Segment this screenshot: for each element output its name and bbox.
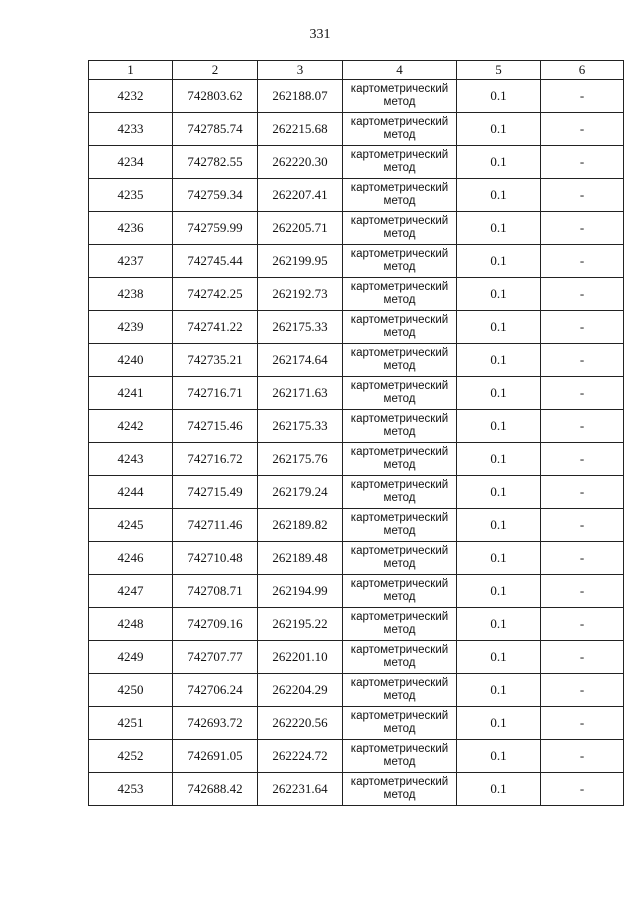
description-cell: - <box>541 80 624 113</box>
method-cell: картометрический метод <box>343 278 457 311</box>
table-row <box>89 773 624 806</box>
column-header-4: 4 <box>343 61 457 80</box>
y-coordinate-cell: 262231.64 <box>258 773 343 806</box>
x-coordinate-cell: 742741.22 <box>173 311 258 344</box>
method-cell: картометрический метод <box>343 575 457 608</box>
point-number-cell: 4246 <box>89 542 173 575</box>
y-coordinate-cell: 262175.33 <box>258 410 343 443</box>
point-number-cell: 4245 <box>89 509 173 542</box>
method-cell: картометрический метод <box>343 641 457 674</box>
accuracy-cell: 0.1 <box>457 641 541 674</box>
table-row <box>89 509 624 542</box>
accuracy-cell: 0.1 <box>457 740 541 773</box>
x-coordinate-cell: 742803.62 <box>173 80 258 113</box>
accuracy-cell: 0.1 <box>457 377 541 410</box>
accuracy-cell: 0.1 <box>457 113 541 146</box>
x-coordinate-cell: 742711.46 <box>173 509 258 542</box>
x-coordinate-cell: 742709.16 <box>173 608 258 641</box>
description-cell: - <box>541 146 624 179</box>
y-coordinate-cell: 262201.10 <box>258 641 343 674</box>
x-coordinate-cell: 742707.77 <box>173 641 258 674</box>
point-number-cell: 4243 <box>89 443 173 476</box>
y-coordinate-cell: 262220.56 <box>258 707 343 740</box>
y-coordinate-cell: 262204.29 <box>258 674 343 707</box>
method-cell: картометрический метод <box>343 212 457 245</box>
accuracy-cell: 0.1 <box>457 476 541 509</box>
method-cell: картометрический метод <box>343 509 457 542</box>
method-cell: картометрический метод <box>343 113 457 146</box>
method-cell: картометрический метод <box>343 245 457 278</box>
point-number-cell: 4239 <box>89 311 173 344</box>
method-cell: картометрический метод <box>343 443 457 476</box>
table-row <box>89 179 624 212</box>
point-number-cell: 4249 <box>89 641 173 674</box>
column-header-6: 6 <box>541 61 624 80</box>
method-cell: картометрический метод <box>343 674 457 707</box>
accuracy-cell: 0.1 <box>457 410 541 443</box>
table-row <box>89 443 624 476</box>
accuracy-cell: 0.1 <box>457 344 541 377</box>
point-number-cell: 4232 <box>89 80 173 113</box>
accuracy-cell: 0.1 <box>457 278 541 311</box>
x-coordinate-cell: 742742.25 <box>173 278 258 311</box>
x-coordinate-cell: 742715.46 <box>173 410 258 443</box>
accuracy-cell: 0.1 <box>457 608 541 641</box>
description-cell: - <box>541 641 624 674</box>
description-cell: - <box>541 245 624 278</box>
table-row <box>89 245 624 278</box>
accuracy-cell: 0.1 <box>457 179 541 212</box>
x-coordinate-cell: 742710.48 <box>173 542 258 575</box>
method-cell: картометрический метод <box>343 80 457 113</box>
column-header-5: 5 <box>457 61 541 80</box>
y-coordinate-cell: 262195.22 <box>258 608 343 641</box>
page-number: 331 <box>309 27 331 42</box>
accuracy-cell: 0.1 <box>457 443 541 476</box>
method-cell: картометрический метод <box>343 410 457 443</box>
description-cell: - <box>541 311 624 344</box>
point-number-cell: 4236 <box>89 212 173 245</box>
description-cell: - <box>541 476 624 509</box>
method-cell: картометрический метод <box>343 542 457 575</box>
table-row <box>89 113 624 146</box>
table-row <box>89 311 624 344</box>
method-cell: картометрический метод <box>343 476 457 509</box>
table-row <box>89 146 624 179</box>
x-coordinate-cell: 742708.71 <box>173 575 258 608</box>
header-row <box>89 61 624 80</box>
description-cell: - <box>541 344 624 377</box>
table-row <box>89 575 624 608</box>
y-coordinate-cell: 262207.41 <box>258 179 343 212</box>
y-coordinate-cell: 262220.30 <box>258 146 343 179</box>
table-row <box>89 740 624 773</box>
point-number-cell: 4242 <box>89 410 173 443</box>
x-coordinate-cell: 742785.74 <box>173 113 258 146</box>
method-cell: картометрический метод <box>343 773 457 806</box>
description-cell: - <box>541 773 624 806</box>
point-number-cell: 4247 <box>89 575 173 608</box>
table-row <box>89 278 624 311</box>
accuracy-cell: 0.1 <box>457 245 541 278</box>
x-coordinate-cell: 742716.72 <box>173 443 258 476</box>
x-coordinate-cell: 742782.55 <box>173 146 258 179</box>
x-coordinate-cell: 742693.72 <box>173 707 258 740</box>
point-number-cell: 4233 <box>89 113 173 146</box>
description-cell: - <box>541 278 624 311</box>
method-cell: картометрический метод <box>343 344 457 377</box>
point-number-cell: 4240 <box>89 344 173 377</box>
point-number-cell: 4244 <box>89 476 173 509</box>
description-cell: - <box>541 509 624 542</box>
method-cell: картометрический метод <box>343 377 457 410</box>
description-cell: - <box>541 575 624 608</box>
description-cell: - <box>541 410 624 443</box>
y-coordinate-cell: 262194.99 <box>258 575 343 608</box>
x-coordinate-cell: 742759.34 <box>173 179 258 212</box>
table-row <box>89 707 624 740</box>
point-number-cell: 4250 <box>89 674 173 707</box>
accuracy-cell: 0.1 <box>457 575 541 608</box>
point-number-cell: 4237 <box>89 245 173 278</box>
y-coordinate-cell: 262174.64 <box>258 344 343 377</box>
table-row <box>89 212 624 245</box>
accuracy-cell: 0.1 <box>457 80 541 113</box>
point-number-cell: 4241 <box>89 377 173 410</box>
description-cell: - <box>541 608 624 641</box>
y-coordinate-cell: 262224.72 <box>258 740 343 773</box>
table-row <box>89 344 624 377</box>
accuracy-cell: 0.1 <box>457 674 541 707</box>
y-coordinate-cell: 262189.82 <box>258 509 343 542</box>
method-cell: картометрический метод <box>343 146 457 179</box>
point-number-cell: 4235 <box>89 179 173 212</box>
point-number-cell: 4252 <box>89 740 173 773</box>
y-coordinate-cell: 262199.95 <box>258 245 343 278</box>
column-header-1: 1 <box>89 61 173 80</box>
y-coordinate-cell: 262188.07 <box>258 80 343 113</box>
table-body <box>89 80 624 806</box>
table-row <box>89 410 624 443</box>
method-cell: картометрический метод <box>343 707 457 740</box>
y-coordinate-cell: 262171.63 <box>258 377 343 410</box>
x-coordinate-cell: 742691.05 <box>173 740 258 773</box>
accuracy-cell: 0.1 <box>457 509 541 542</box>
x-coordinate-cell: 742715.49 <box>173 476 258 509</box>
table-row <box>89 674 624 707</box>
point-number-cell: 4238 <box>89 278 173 311</box>
description-cell: - <box>541 674 624 707</box>
description-cell: - <box>541 113 624 146</box>
point-number-cell: 4253 <box>89 773 173 806</box>
description-cell: - <box>541 179 624 212</box>
accuracy-cell: 0.1 <box>457 146 541 179</box>
accuracy-cell: 0.1 <box>457 311 541 344</box>
y-coordinate-cell: 262205.71 <box>258 212 343 245</box>
point-number-cell: 4251 <box>89 707 173 740</box>
description-cell: - <box>541 740 624 773</box>
description-cell: - <box>541 542 624 575</box>
description-cell: - <box>541 212 624 245</box>
x-coordinate-cell: 742735.21 <box>173 344 258 377</box>
y-coordinate-cell: 262179.24 <box>258 476 343 509</box>
accuracy-cell: 0.1 <box>457 542 541 575</box>
method-cell: картометрический метод <box>343 311 457 344</box>
table-row <box>89 377 624 410</box>
method-cell: картометрический метод <box>343 740 457 773</box>
y-coordinate-cell: 262215.68 <box>258 113 343 146</box>
description-cell: - <box>541 443 624 476</box>
description-cell: - <box>541 707 624 740</box>
coordinates-table <box>88 60 624 806</box>
table-header <box>89 61 624 80</box>
x-coordinate-cell: 742759.99 <box>173 212 258 245</box>
x-coordinate-cell: 742716.71 <box>173 377 258 410</box>
accuracy-cell: 0.1 <box>457 212 541 245</box>
y-coordinate-cell: 262189.48 <box>258 542 343 575</box>
column-header-2: 2 <box>173 61 258 80</box>
y-coordinate-cell: 262192.73 <box>258 278 343 311</box>
method-cell: картометрический метод <box>343 179 457 212</box>
accuracy-cell: 0.1 <box>457 707 541 740</box>
table-row <box>89 476 624 509</box>
table-row <box>89 80 624 113</box>
table-row <box>89 641 624 674</box>
description-cell: - <box>541 377 624 410</box>
x-coordinate-cell: 742706.24 <box>173 674 258 707</box>
x-coordinate-cell: 742688.42 <box>173 773 258 806</box>
column-header-3: 3 <box>258 61 343 80</box>
y-coordinate-cell: 262175.33 <box>258 311 343 344</box>
table-row <box>89 608 624 641</box>
accuracy-cell: 0.1 <box>457 773 541 806</box>
method-cell: картометрический метод <box>343 608 457 641</box>
y-coordinate-cell: 262175.76 <box>258 443 343 476</box>
table-row <box>89 542 624 575</box>
point-number-cell: 4248 <box>89 608 173 641</box>
x-coordinate-cell: 742745.44 <box>173 245 258 278</box>
point-number-cell: 4234 <box>89 146 173 179</box>
